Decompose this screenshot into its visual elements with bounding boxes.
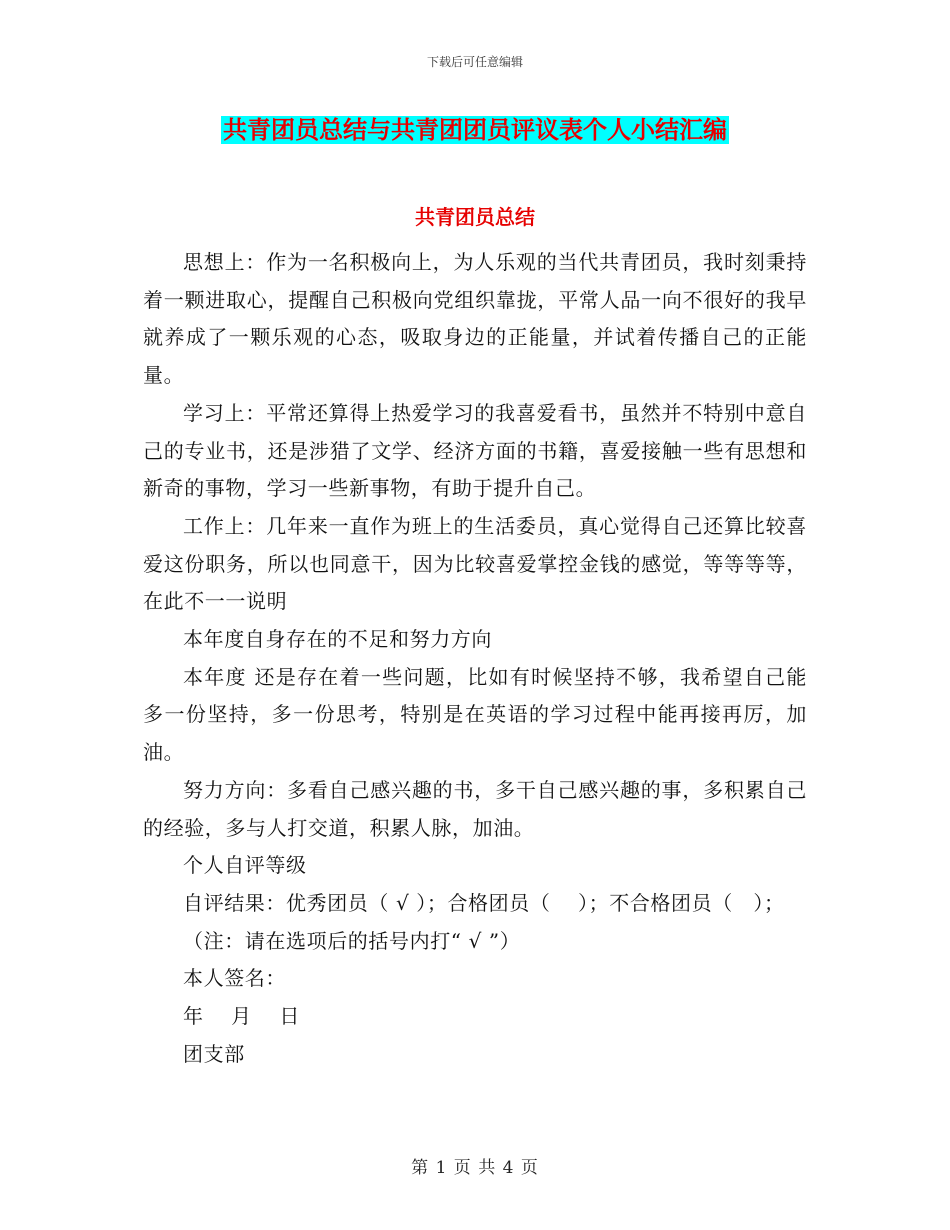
paragraph-note: （注：请在选项后的括号内打“ √ ”） (183, 928, 521, 953)
page-footer: 第 1 页 共 4 页 (411, 1158, 539, 1178)
paragraph-self-rating-heading: 个人自评等级 (183, 853, 307, 878)
header-note: 下载后可任意编辑 (426, 55, 523, 69)
paragraph-thought: 思想上：作为一名积极向上，为人乐观的当代共青团员，我时刻秉持着一颗进取心，提醒自己积极向党组织靠拢，平常人品一向不很好的我早就养成了一颗乐观的心态，吸取身边的正能量，并试着传播自己的正能量。 (143, 250, 807, 388)
paragraph-shortcomings: 本年度 还是存在着一些问题，比如有时候坚持不够，我希望自己能多一份坚持，多一份思考，特别是在英语的学习过程中能再接再厉，加油。 (143, 664, 807, 765)
document-title-text: 共青团员总结与共青团团员评议表个人小结汇编 (223, 116, 727, 144)
paragraph-self-rating-result: 自评结果：优秀团员（ √ ）；合格团员（ ）；不合格团员（ ）； (183, 890, 785, 915)
document-title (0, 113, 950, 147)
paragraph-direction: 努力方向：多看自己感兴趣的书，多干自己感兴趣的事，多积累自己的经验，多与人打交道，积累人脉，加油。 (143, 777, 807, 840)
paragraph-branch: 团支部 (183, 1041, 245, 1066)
section-title: 共青团员总结 (415, 205, 535, 229)
paragraph-study: 学习上：平常还算得上热爱学习的我喜爱看书，虽然并不特别中意自己的专业书，还是涉猎了文学、经济方面的书籍，喜爱接触一些有思想和新奇的事物，学习一些新事物，有助于提升自己。 (143, 400, 807, 501)
paragraph-signature: 本人签名： (183, 966, 286, 991)
paragraph-shortcomings-heading: 本年度自身存在的不足和努力方向 (183, 627, 492, 652)
document-body (143, 244, 807, 1073)
paragraph-work: 工作上：几年来一直作为班上的生活委员，真心觉得自己还算比较喜爱这份职务，所以也同意干，因为比较喜爱掌控金钱的感觉，等等等等，在此不一一说明 (143, 513, 807, 614)
paragraph-date: 年 月 日 (183, 1004, 300, 1029)
